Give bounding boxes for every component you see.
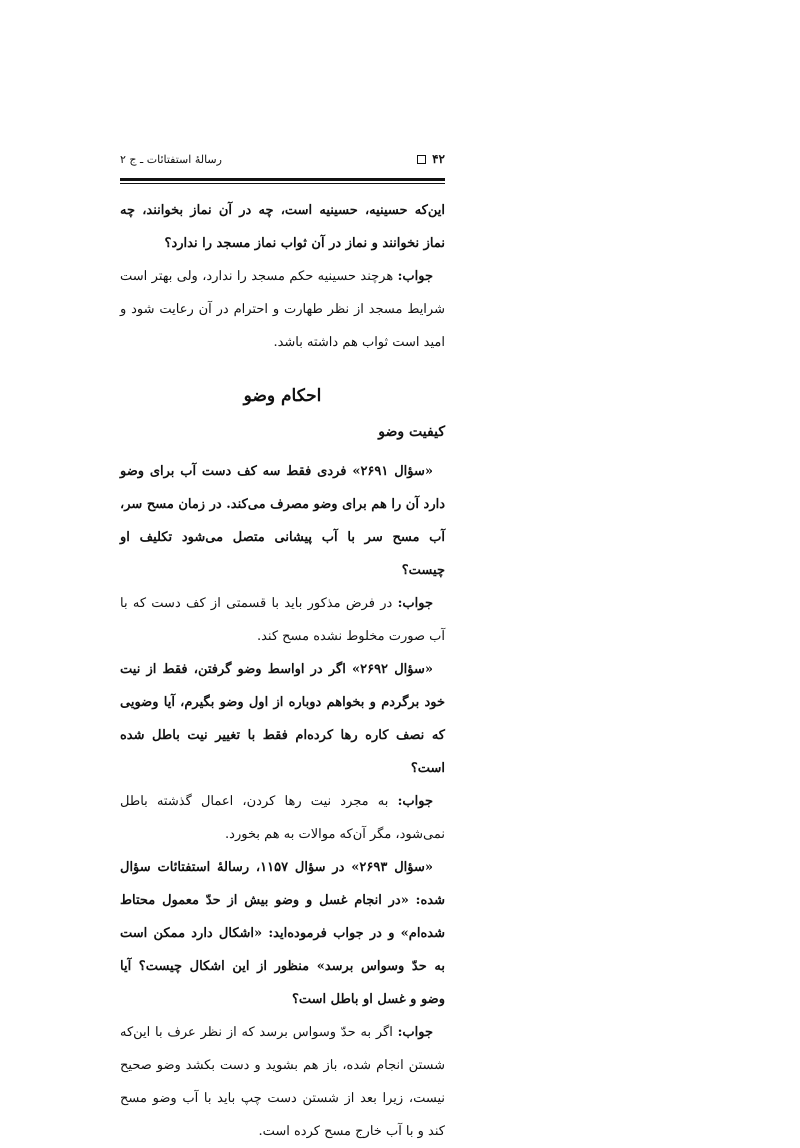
answer-label: جواب: <box>397 794 433 809</box>
document-page <box>120 148 445 1148</box>
header-page-number-group <box>417 152 445 166</box>
answer-text: هرچند حسینیه حکم مسجد را ندارد، ولی بهتر است شرایط مسجد از نظر طهارت و احترام در آن رعایت شود و امید است ثواب هم داشته باشد. <box>120 269 445 350</box>
answer-paragraph <box>120 260 445 359</box>
answer-paragraph <box>120 587 445 653</box>
answer-paragraph <box>120 785 445 851</box>
header-rule-thin <box>120 183 445 184</box>
answer-paragraph <box>120 1016 445 1148</box>
page-number: ۴۲ <box>432 152 445 166</box>
answer-label: جواب: <box>397 1025 433 1040</box>
answer-text: در فرض مذکور باید با قسمتی از کف دست که با آب صورت مخلوط نشده مسح کند. <box>120 596 445 644</box>
subsection-title: کیفیت وضو <box>378 424 445 440</box>
answer-text: به مجرد نیت رها کردن، اعمال گذشته باطل نمی‌شود، مگر آن‌که موالات به هم بخورد. <box>120 794 445 842</box>
section-title: احکام وضو <box>243 386 322 406</box>
running-title: رسالۀ استفتائات ـ ج ۲ <box>120 152 222 166</box>
question-paragraph: «سؤال ۲۶۹۱» فردی فقط سه کف دست آب برای وضو دارد آن را هم برای وضو مصرف می‌کند. در زمان مسح سر، آب مسح سر با آب پیشانی متصل می‌شود تکلیف او چیست؟ <box>120 464 445 578</box>
answer-label: جواب: <box>397 269 433 284</box>
header-rule-thick <box>120 178 445 181</box>
page-header <box>120 148 445 170</box>
question-paragraph: «سؤال ۲۶۹۳» در سؤال ۱۱۵۷، رسالۀ استفتائات سؤال شده: «در انجام غسل و وضو بیش از حدّ معمول محتاط شده‌ام» و در جواب فرموده‌اید: «اشکال دارد ممکن است به حدّ وسواس برسد» منظور از این اشکال چیست؟ آیا وضو و غسل او باطل است؟ <box>120 860 445 1007</box>
square-ornament-icon <box>417 155 426 164</box>
question-continuation: این‌که حسینیه، حسینیه است، چه در آن نماز بخوانند، چه نماز نخوانند و نماز در آن ثواب نماز مسجد را ندارد؟ <box>120 203 445 251</box>
answer-label: جواب: <box>397 596 433 611</box>
answer-text: اگر به حدّ وسواس برسد که از نظر عرف با این‌که شستن انجام شده، باز هم بشوید و دست بکشد وضو صحیح نیست، زیرا بعد از شستن دست چپ باید با آب وضو مسح کند و با آب خارج مسح کرده است. <box>120 1025 445 1139</box>
question-paragraph: «سؤال ۲۶۹۲» اگر در اواسط وضو گرفتن، فقط از نیت خود برگردم و بخواهم دوباره از اول وضو بگیرم، آیا وضویی که نصف کاره رها کرده‌ام فقط با تغییر نیت باطل شده است؟ <box>120 662 445 776</box>
